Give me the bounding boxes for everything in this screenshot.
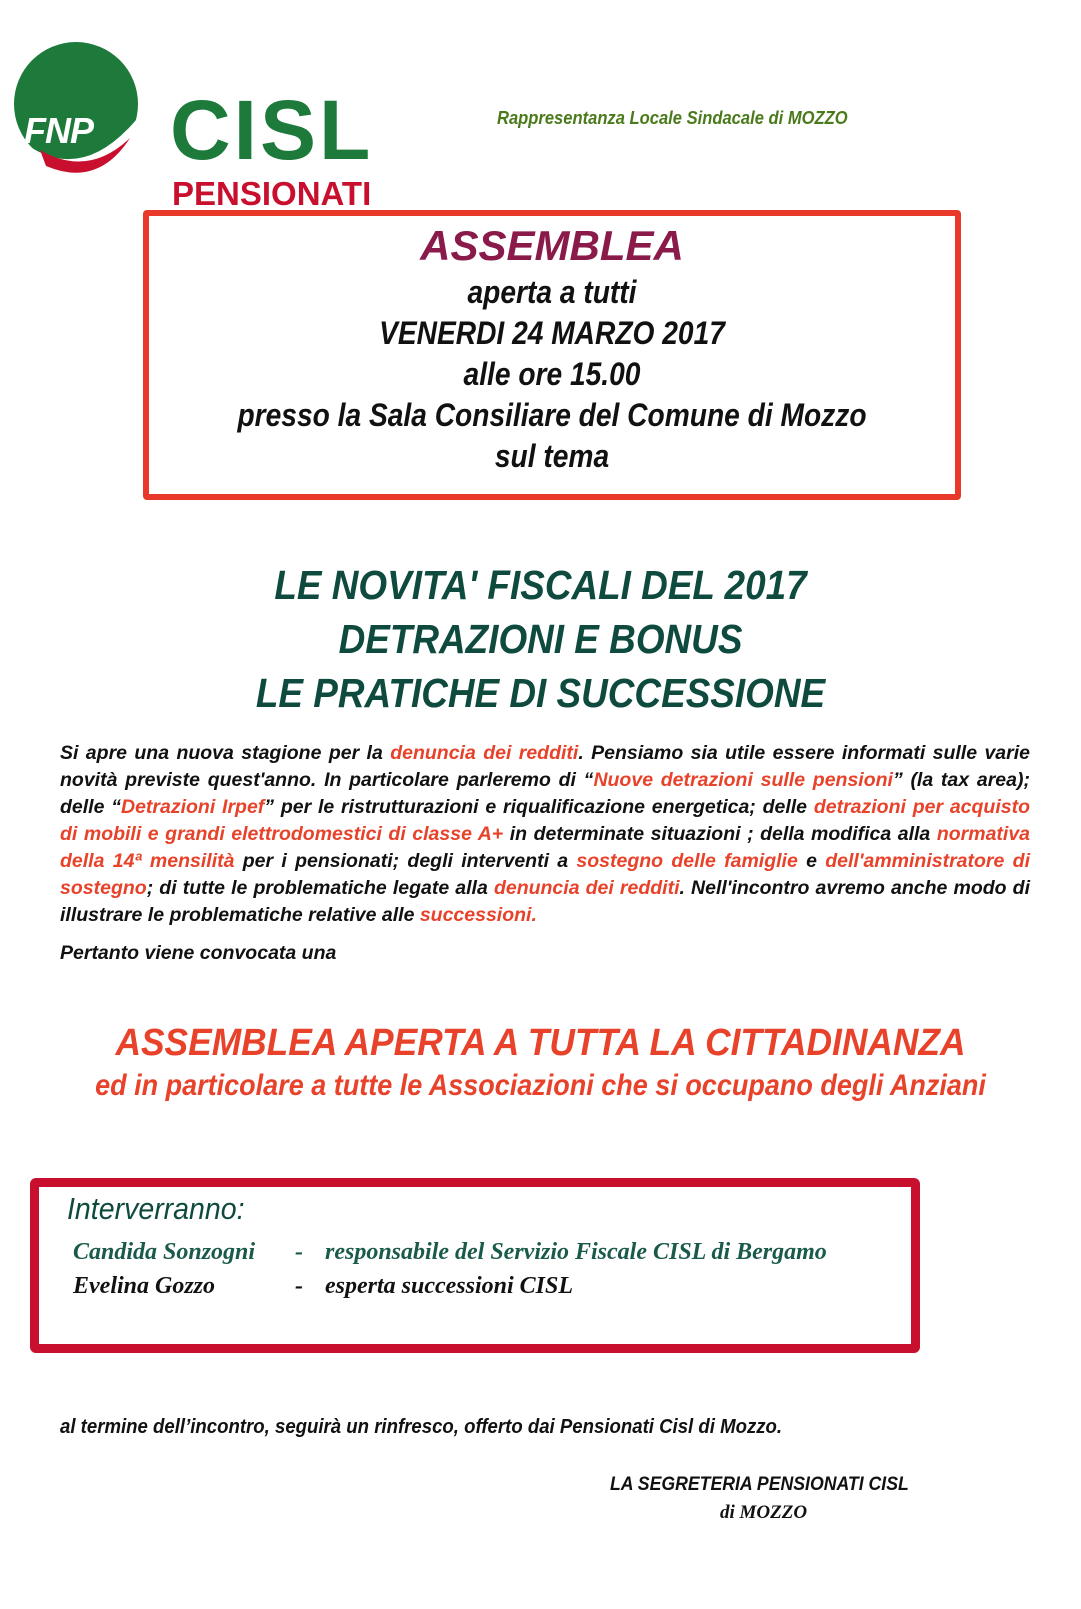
speaker-separator: - [295, 1273, 303, 1299]
signature-line: LA SEGRETERIA PENSIONATI CISL [610, 1474, 909, 1495]
body-highlight: Detrazioni Irpef [120, 796, 265, 818]
body-segment: ; di tutte le problematiche legate alla [146, 877, 494, 899]
speakers-title: Interverranno: [67, 1191, 245, 1226]
body-highlight: denuncia dei redditi [493, 877, 680, 899]
body-segment: per i pensionati; degli interventi a [234, 850, 577, 872]
logo-badge-text: FNP [24, 110, 93, 151]
assembly-date: VENERDI 24 MARZO 2017 [379, 315, 725, 351]
body-highlight: detrazioni per acquisto di mobili e grandi elettrodomestici di classe A+ [60, 796, 1031, 845]
speaker-name: Evelina Gozzo [73, 1273, 216, 1299]
body-segment: ” per le ristrutturazioni e riqualificazione energetica; delle [264, 796, 814, 818]
assembly-location: presso la Sala Consiliare del Comune di Mozzo [237, 397, 867, 433]
body-segment: ” (la tax area); delle “ [60, 769, 1030, 818]
header-representation: Rappresentanza Locale Sindacale di MOZZO [497, 108, 848, 128]
fnp-badge-icon [8, 38, 168, 173]
assembly-time: alle ore 15.00 [463, 356, 641, 392]
speaker-row [73, 1273, 573, 1300]
body-closing-line: Pertanto viene convocata una [60, 942, 337, 964]
body-highlight: sostegno delle famiglie [576, 850, 798, 872]
topic-line: LE NOVITA' FISCALI DEL 2017 [274, 562, 807, 608]
fnp-cisl-logo [8, 38, 388, 212]
signature-line: di MOZZO [720, 1502, 808, 1523]
assembly-line: aperta a tutti [467, 274, 637, 310]
logo-subtitle: PENSIONATI [172, 175, 372, 212]
body-segment: . Nell'incontro avremo anche modo di illustrare le problematiche relative alle [60, 877, 1030, 926]
closing-note: al termine dell’incontro, seguirà un rinfresco, offerto dai Pensionati Cisl di Mozzo. [60, 1416, 783, 1438]
body-highlight: normativa della 14ª mensilità [60, 823, 1031, 872]
body-paragraph [60, 740, 1030, 929]
body-highlight: dell'amministratore di sostegno [60, 850, 1030, 899]
body-highlight: Nuove detrazioni sulle pensioni [593, 769, 893, 791]
logo-brand: CISL [170, 83, 374, 177]
open-assembly-heading [0, 1020, 1081, 1106]
speakers-box [30, 1178, 920, 1353]
body-segment: Si apre una nuova stagione per la [60, 742, 391, 764]
body-segment: . Pensiamo sia utile essere informati sulle varie novità previste quest'anno. In particolare parleremo di “ [60, 742, 1030, 791]
topic-line: LE PRATICHE DI SUCCESSIONE [255, 670, 826, 716]
assembly-box [143, 210, 961, 500]
speaker-role: esperta successioni CISL [325, 1273, 574, 1299]
speaker-separator: - [295, 1239, 303, 1265]
assembly-topic-intro: sul tema [494, 438, 610, 474]
body-segment: in determinate situazioni ; della modifica alla [503, 823, 937, 845]
topic-line: DETRAZIONI E BONUS [338, 616, 743, 662]
body-highlight: successioni. [419, 904, 537, 926]
body-segment: e [797, 850, 826, 872]
speaker-row [73, 1239, 827, 1266]
open-assembly-subtitle: ed in particolare a tutte le Associazioni che si occupano degli Anziani [95, 1069, 986, 1102]
body-highlight: denuncia dei redditi [390, 742, 579, 764]
open-assembly-title: ASSEMBLEA APERTA A TUTTA LA CITTADINANZA [115, 1022, 966, 1064]
speaker-role: responsabile del Servizio Fiscale CISL di Bergamo [325, 1239, 827, 1265]
assembly-title: ASSEMBLEA [420, 222, 684, 269]
speaker-name: Candida Sonzogni [73, 1239, 256, 1265]
topic-heading [0, 558, 1081, 720]
